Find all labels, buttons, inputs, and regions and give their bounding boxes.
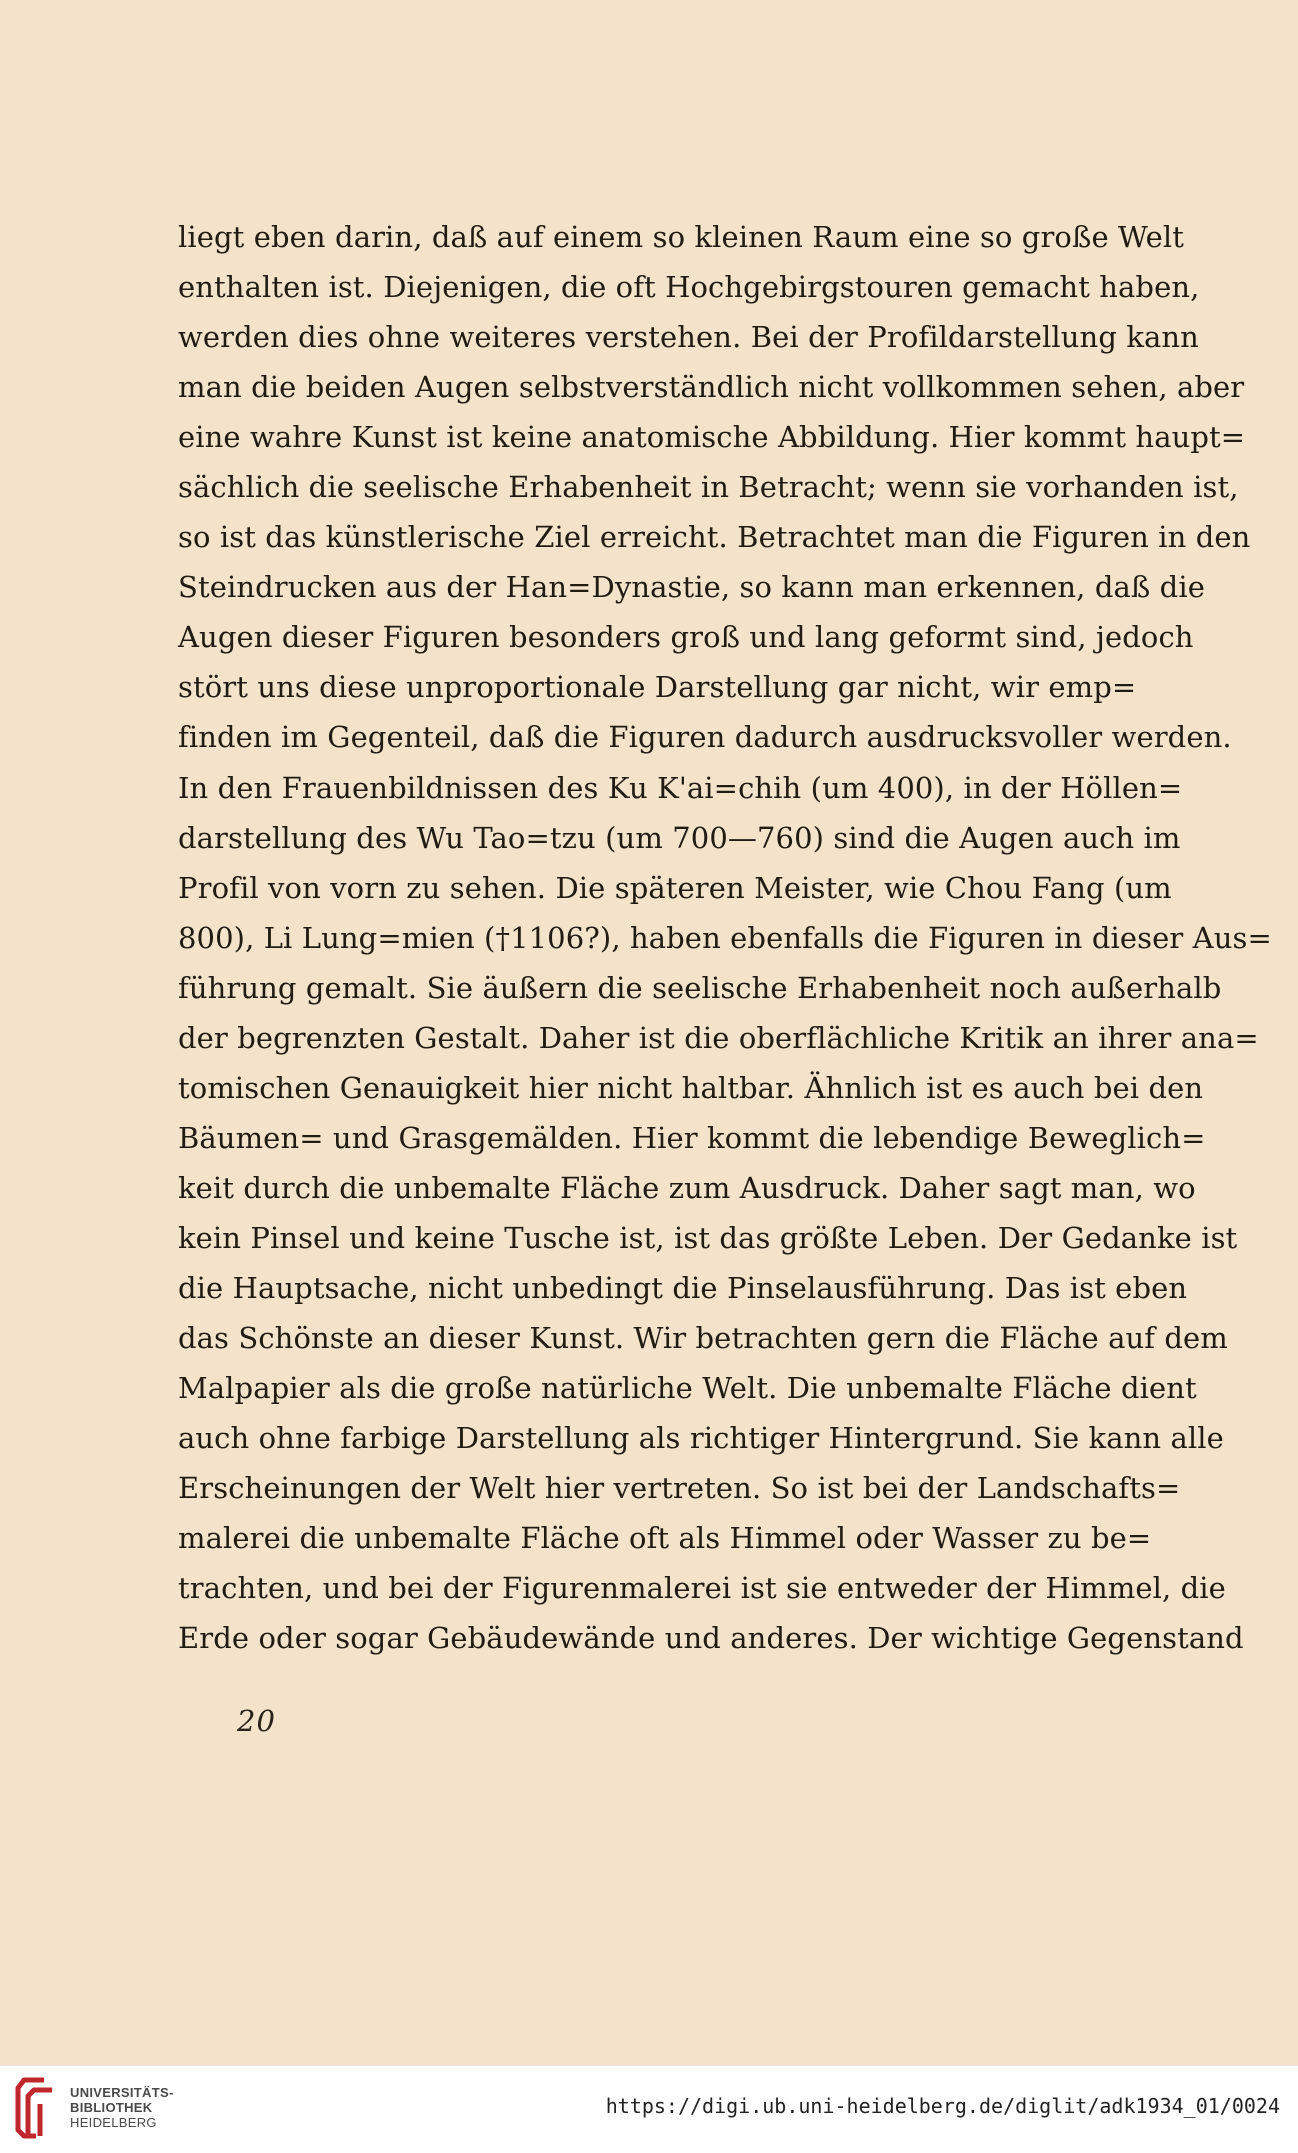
permalink-url[interactable]: https://digi.ub.uni-heidelberg.de/diglit/adk1934_01/0024 xyxy=(605,2094,1280,2118)
text-line: stört uns diese unproportionale Darstellung gar nicht, wir emp= xyxy=(178,670,1137,705)
text-line: Erde oder sogar Gebäudewände und anderes. Der wichtige Gegenstand xyxy=(178,1621,1244,1656)
text-line: man die beiden Augen selbstverständlich nicht vollkommen sehen, aber xyxy=(178,370,1245,405)
text-line: Profil von vorn zu sehen. Die späteren Meister, wie Chou Fang (um xyxy=(178,870,1172,905)
page-number: 20 xyxy=(237,1704,276,1738)
footer-bar xyxy=(0,2065,1298,2153)
text-line: trachten, und bei der Figurenmalerei ist sie entweder der Himmel, die xyxy=(178,1571,1226,1606)
library-name xyxy=(70,2085,174,2130)
text-line: werden dies ohne weiteres verstehen. Bei der Profildarstellung kann xyxy=(178,320,1199,355)
text-line: darstellung des Wu Tao=tzu (um 700—760) sind die Augen auch im xyxy=(178,820,1181,855)
text-line: enthalten ist. Diejenigen, die oft Hochgebirgstouren gemacht haben, xyxy=(178,270,1200,305)
text-line: keit durch die unbemalte Fläche zum Ausdruck. Daher sagt man, wo xyxy=(178,1170,1196,1205)
library-name-line: HEIDELBERG xyxy=(70,2115,157,2130)
text-line: In den Frauenbildnissen des Ku K'ai=chih (um 400), in der Höllen= xyxy=(178,770,1183,805)
text-line: 800), Li Lung=mien (†1106?), haben ebenfalls die Figuren in dieser Aus= xyxy=(178,920,1272,955)
text-line: kein Pinsel und keine Tusche ist, ist das größte Leben. Der Gedanke ist xyxy=(178,1220,1238,1255)
text-line: Malpapier als die große natürliche Welt. Die unbemalte Fläche dient xyxy=(178,1371,1197,1406)
text-line: finden im Gegenteil, daß die Figuren dadurch ausdrucksvoller werden. xyxy=(178,720,1232,755)
text-line: Bäumen= und Grasgemälden. Hier kommt die lebendige Beweglich= xyxy=(178,1120,1206,1155)
text-line: die Hauptsache, nicht unbedingt die Pinselausführung. Das ist eben xyxy=(178,1270,1188,1305)
library-name-line: UNIVERSITÄTS- xyxy=(70,2085,174,2100)
text-line: führung gemalt. Sie äußern die seelische Erhabenheit noch außerhalb xyxy=(178,970,1222,1005)
text-line: der begrenzten Gestalt. Daher ist die oberflächliche Kritik an ihrer ana= xyxy=(178,1020,1259,1055)
text-line: sächlich die seelische Erhabenheit in Betracht; wenn sie vorhanden ist, xyxy=(178,470,1239,505)
text-line: das Schönste an dieser Kunst. Wir betrachten gern die Fläche auf dem xyxy=(178,1321,1228,1356)
text-line: malerei die unbemalte Fläche oft als Himmel oder Wasser zu be= xyxy=(178,1521,1152,1556)
text-line: eine wahre Kunst ist keine anatomische Abbildung. Hier kommt haupt= xyxy=(178,420,1246,455)
text-line: Steindrucken aus der Han=Dynastie, so kann man erkennen, daß die xyxy=(178,570,1205,605)
library-logo-icon[interactable] xyxy=(14,2076,58,2140)
text-line: Erscheinungen der Welt hier vertreten. So ist bei der Landschafts= xyxy=(178,1471,1181,1506)
text-line: so ist das künstlerische Ziel erreicht. Betrachtet man die Figuren in den xyxy=(178,520,1251,555)
text-line: liegt eben darin, daß auf einem so kleinen Raum eine so große Welt xyxy=(178,220,1184,254)
text-line: Augen dieser Figuren besonders groß und lang geformt sind, jedoch xyxy=(178,620,1194,655)
text-line: auch ohne farbige Darstellung als richtiger Hintergrund. Sie kann alle xyxy=(178,1421,1224,1456)
text-line: tomischen Genauigkeit hier nicht haltbar. Ähnlich ist es auch bei den xyxy=(178,1070,1204,1105)
body-text xyxy=(178,212,1272,1663)
library-name-line: BIBLIOTHEK xyxy=(70,2100,153,2115)
